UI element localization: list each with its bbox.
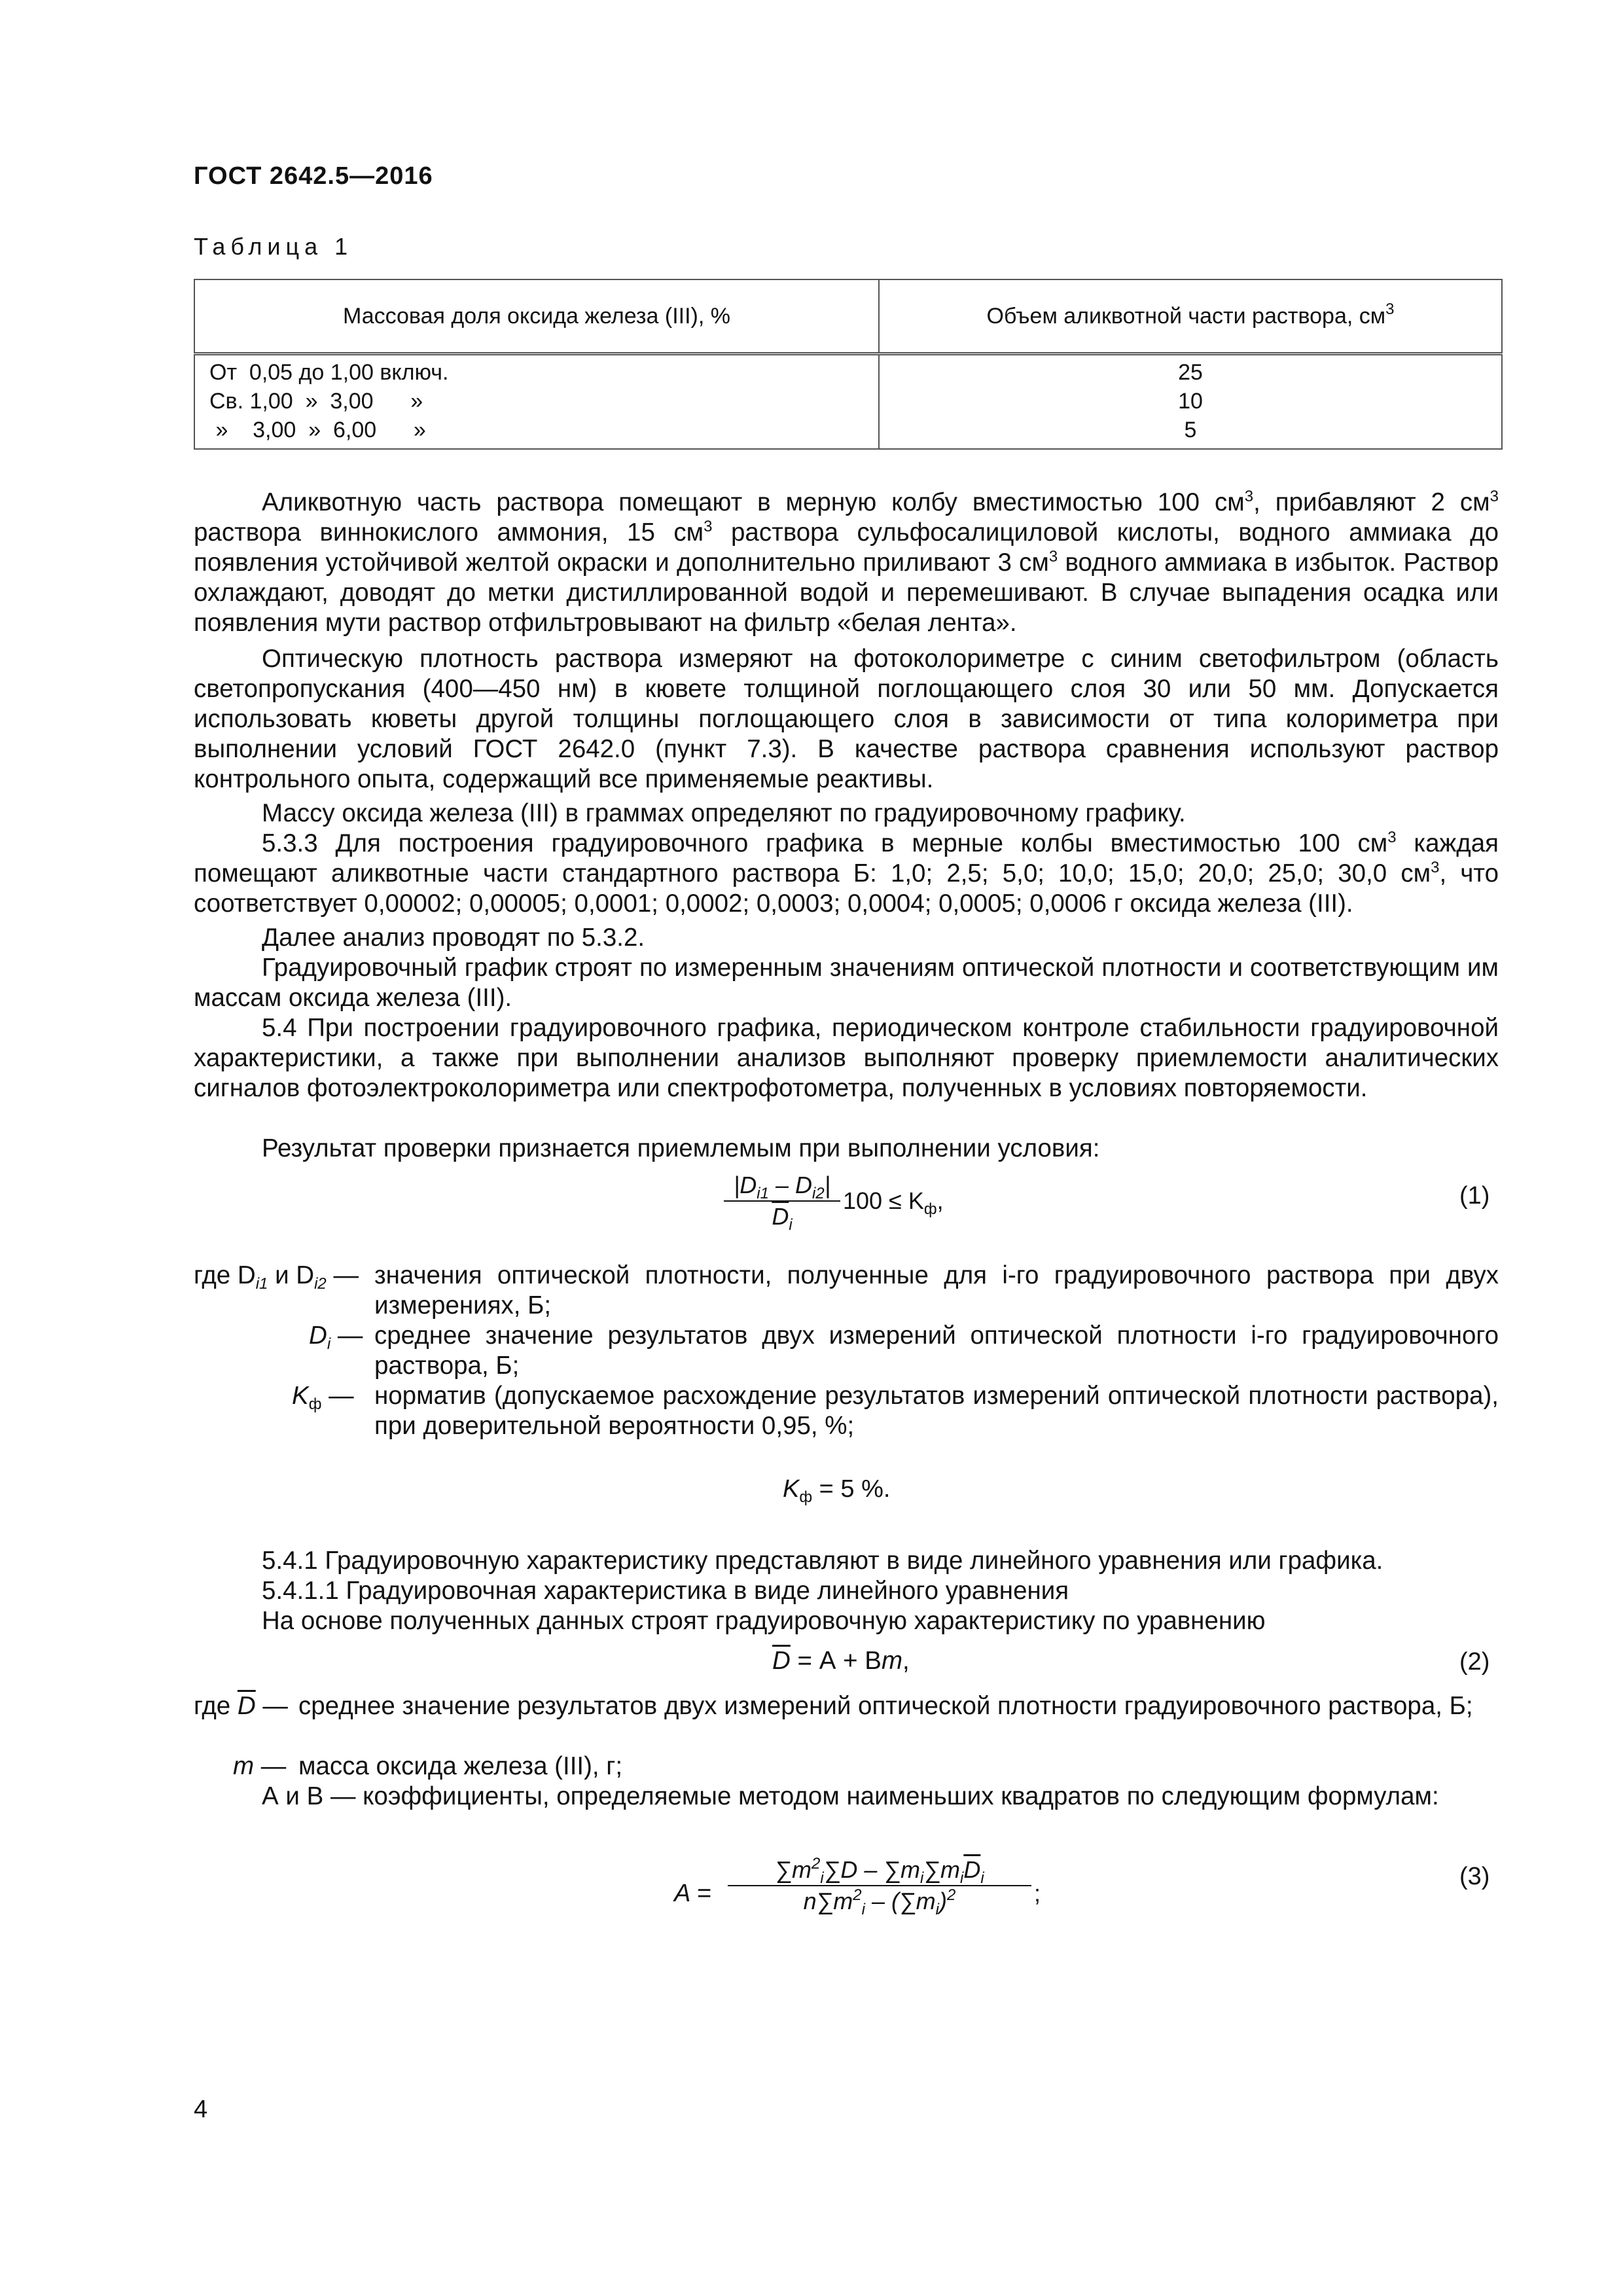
- definition-text: норматив (допускаемое расхождение результатов измерений оптической плотности раствора), при доверительной вероятности 0,95, %;: [374, 1382, 1499, 1440]
- definition-term: $K_ф$ —: [292, 1382, 354, 1413]
- definition-di: [194, 1321, 1499, 1381]
- definition-term: где $D_{i1}$ и $D_{i2}$ —: [194, 1261, 359, 1293]
- paragraph-aliquot: Аликвотную часть раствора помещают в мерную колбу вместимостью 100 $см^3$, прибавляют 2 $см^3$ раствора виннокислого аммония, 15 $см^3$ раствора сульфосалициловой кислоты, водного аммиака до появления устойчивой желтой окраски и дополнительно приливают 3 $см^3$ водного аммиака в избыток. Раствор охлаждают, доводят до метки дистиллированной водой и перемешивают. В случае выпадения осадка или появления мути раствор отфильтровывают на фильтр «белая лента».: [194, 488, 1499, 637]
- paragraph-mass-determination: Массу оксида железа (III) в граммах определяют по градуировочному графику.: [262, 799, 1186, 827]
- definition-term: где $\overline{D}$ —: [194, 1692, 288, 1720]
- table-cell-ranges: [194, 354, 879, 450]
- kf-value: $K_ф = 5$ %.: [783, 1475, 891, 1506]
- table-1: [194, 279, 1503, 450]
- definition-term: $D_i$ —: [309, 1321, 363, 1353]
- definition-d-mean: [194, 1691, 1499, 1751]
- equation-3-number: (3): [1459, 1863, 1490, 1890]
- table-row-volume: 25: [1178, 360, 1203, 385]
- definition-text: среднее значение результатов двух измерений оптической плотности градуировочного раствора, Б;: [298, 1692, 1473, 1720]
- equation-1-numerator: $|D_{i1} - D_{i2}|$: [724, 1172, 840, 1202]
- table-row-range: От 0,05 до 1,00 включ.: [209, 360, 449, 385]
- paragraph-calibration-graph: Градуировочный график строят по измеренным значениям оптической плотности и соответствующим им массам оксида железа (III).: [194, 954, 1499, 1012]
- definition-kf: [194, 1381, 1499, 1441]
- definition-text: значения оптической плотности, полученные для i-го градуировочного раствора при двух измерениях, Б;: [374, 1261, 1499, 1319]
- equation-3-fraction: [728, 1855, 1031, 1918]
- equation-3: [674, 1856, 1041, 1941]
- equation-1-fraction: [724, 1172, 840, 1234]
- table-header-row: [194, 279, 1502, 354]
- equation-2-number: (2): [1459, 1648, 1490, 1676]
- equation-1-tail: $100 \le K_ф$,: [843, 1187, 944, 1218]
- equation-2: $\overline{D} = А$ + Вm,: [772, 1647, 910, 1675]
- table-row-range: Св. 1,00 » 3,00 »: [209, 389, 423, 414]
- document-header: ГОСТ 2642.5—2016: [194, 162, 433, 190]
- paragraph-5-4: 5.4 При построении градуировочного графика, периодическом контроле стабильности градуировочной характеристики, а также при выполнении анализов выполняют проверку приемлемости аналитических сигналов фотоэлектроколориметра или спектрофотометра, полученных в условиях повторяемости.: [194, 1014, 1499, 1102]
- equation-1-denominator: $\overline{D}_i$: [772, 1203, 793, 1234]
- equation-3-denominator: $n\sum m^2_i - (\sum m_i)^2$: [803, 1886, 956, 1918]
- table-row-volume: 5: [1184, 418, 1197, 442]
- paragraph-5-4-1-1: 5.4.1.1 Градуировочная характеристика в виде линейного уравнения: [262, 1577, 1069, 1605]
- equation-1-number: (1): [1459, 1182, 1490, 1210]
- paragraph-check-condition: Результат проверки признается приемлемым при выполнении условия:: [262, 1134, 1100, 1162]
- paragraph-optical-density: Оптическую плотность раствора измеряют на фотоколориметре с синим светофильтром (область светопропускания (400—450 нм) в кювете толщиной поглощающего слоя 30 или 50 мм. Допускается использовать кюветы другой толщины поглощающего слоя в зависимости от типа колориметра при выполнении условий ГОСТ 2642.0 (пункт 7.3). В качестве раствора сравнения используют раствор контрольного опыта, содержащий все применяемые реактивы.: [194, 645, 1499, 793]
- paragraph-basis: На основе полученных данных строят градуировочную характеристику по уравнению: [262, 1607, 1266, 1635]
- table-row-range: » 3,00 » 6,00 »: [209, 418, 426, 442]
- table-body-row: [194, 354, 1502, 450]
- column-header-mass-fraction: Массовая доля оксида железа (III), %: [194, 279, 879, 354]
- table-caption: Таблица 1: [194, 233, 353, 260]
- equation-3-tail: ;: [1034, 1880, 1041, 1907]
- paragraph-coefficients: А и В — коэффициенты, определяемые методом наименьших квадратов по следующим формулам:: [262, 1782, 1439, 1810]
- definition-m: [194, 1751, 1499, 1782]
- paragraph-5-4-1: 5.4.1 Градуировочную характеристику представляют в виде линейного уравнения или графика.: [262, 1547, 1383, 1575]
- page-number: 4: [194, 2096, 208, 2123]
- column-header-aliquot-volume: Объем аликвотной части раствора, $см^3$: [879, 279, 1502, 354]
- equation-3-numerator: $\sum m^2_i\sum D - \sum m_i\sum m_i\overline{D}_i$: [728, 1856, 1031, 1886]
- equation-1: [724, 1172, 972, 1244]
- definition-term: m —: [233, 1752, 287, 1780]
- table-cell-volumes: [879, 354, 1502, 450]
- equation-3-lhs: A =: [674, 1880, 711, 1907]
- table-row-volume: 10: [1178, 389, 1203, 414]
- paragraph-further-analysis: Далее анализ проводят по 5.3.2.: [262, 924, 645, 952]
- definition-text: среднее значение результатов двух измерений оптической плотности i-го градуировочного раствора, Б;: [374, 1321, 1499, 1380]
- definition-text: масса оксида железа (III), г;: [298, 1752, 623, 1780]
- paragraph-5-3-3: 5.3.3 Для построения градуировочного графика в мерные колбы вместимостью 100 $см^3$ каждая помещают аликвотные части стандартного раствора Б: 1,0; 2,5; 5,0; 10,0; 15,0; 20,0; 25,0; 30,0 $см^3$, что соответствует 0,00002; 0,00005; 0,0001; 0,0002; 0,0003; 0,0004; 0,0005; 0,0006 г оксида железа (III).: [194, 829, 1499, 918]
- definition-di1-di2: [194, 1261, 1499, 1321]
